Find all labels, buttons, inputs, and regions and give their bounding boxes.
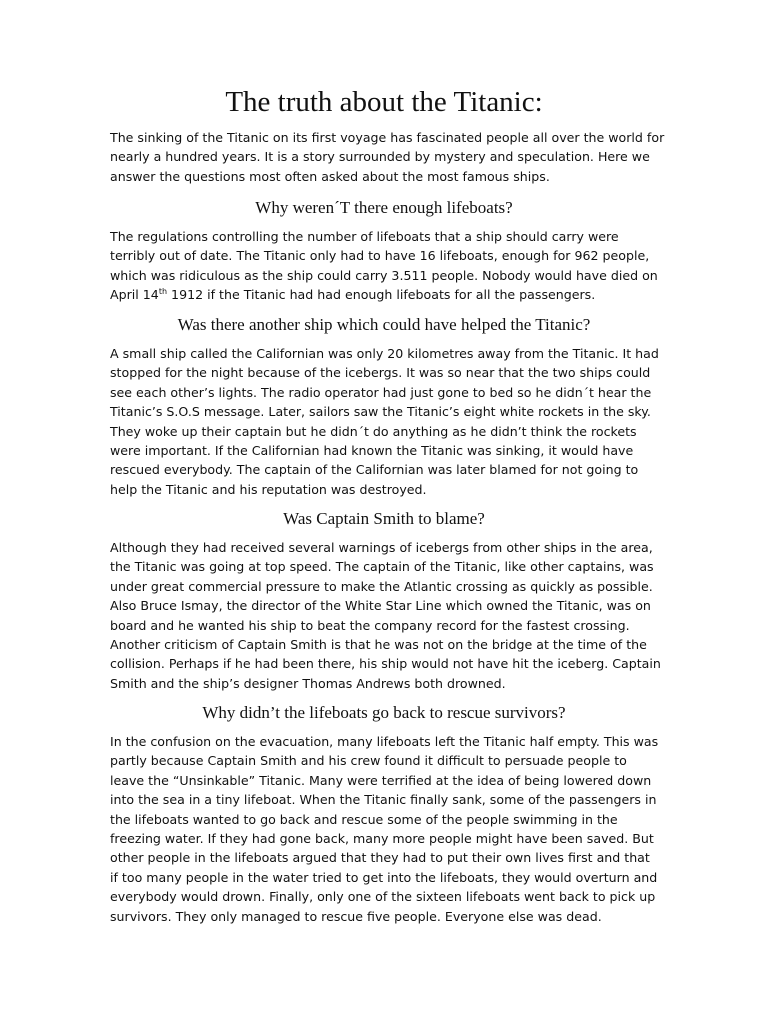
section-paragraph-lifeboats xyxy=(110,227,670,305)
paragraph-line: Another criticism of Captain Smith is that he was not on the bridge at the time of the xyxy=(110,637,647,653)
section-paragraph-californian xyxy=(110,344,670,499)
paragraph-line: The sinking of the Titanic on its first voyage has fascinated people all over the world for xyxy=(110,130,665,145)
paragraph-line: collision. Perhaps if he had been there, his ship would not have hit the iceberg. Captain xyxy=(110,656,661,672)
section-paragraph-rescue xyxy=(110,732,670,926)
paragraph-line: were important. If the Californian had known the Titanic was sinking, it would have xyxy=(110,443,634,459)
section-heading-captain-smith: Was Captain Smith to blame? xyxy=(283,509,485,528)
section-paragraph-captain-smith xyxy=(110,538,670,693)
date-ordinal-suffix: th xyxy=(158,287,168,297)
paragraph-line: nearly a hundred years. It is a story surrounded by mystery and speculation. Here we xyxy=(110,149,650,165)
paragraph-line: partly because Captain Smith and his crew found it difficult to persuade people to xyxy=(110,753,627,769)
paragraph-line: They woke up their captain but he didn´t do anything as he didn’t think the rockets xyxy=(110,423,637,439)
paragraph-line: board and he wanted his ship to beat the company record for the fastest crossing. xyxy=(110,617,630,633)
paragraph-line: A small ship called the Californian was only 20 kilometres away from the Titanic. It had xyxy=(110,346,659,361)
paragraph-line: Also Bruce Ismay, the director of the White Star Line which owned the Titanic, was on xyxy=(110,598,651,614)
paragraph-line: which was ridiculous as the ship could carry 3.511 people. Nobody would have died on xyxy=(110,267,658,283)
paragraph-line: the Titanic was going at top speed. The captain of the Titanic, like other captains, was xyxy=(110,559,654,575)
section-heading-rescue: Why didn’t the lifeboats go back to rescue survivors? xyxy=(202,703,566,722)
paragraph-line: answer the questions most often asked about the most famous ships. xyxy=(110,168,550,184)
paragraph-line: terribly out of date. The Titanic only had to have 16 lifeboats, enough for 962 people, xyxy=(110,248,650,264)
paragraph-line: rescued everybody. The captain of the Californian was later blamed for not going to xyxy=(110,462,639,478)
paragraph-line-date xyxy=(110,285,670,304)
paragraph-line: under great commercial pressure to make the Atlantic crossing as quickly as possible. xyxy=(110,578,653,594)
date-continuation-text: 1912 if the Titanic had had enough lifeboats for all the passengers. xyxy=(167,287,596,303)
paragraph-line: into the sea in a tiny lifeboat. When the Titanic finally sank, some of the passengers in xyxy=(110,792,657,808)
paragraph-line: Titanic’s S.O.S message. Later, sailors saw the Titanic’s eight white rockets in the sky. xyxy=(110,404,651,420)
section-heading-californian: Was there another ship which could have helped the Titanic? xyxy=(177,315,591,334)
paragraph-line: the lifeboats wanted to go back and rescue some of the people swimming in the xyxy=(110,811,618,827)
paragraph-line: freezing water. If they had gone back, many more people might have been saved. But xyxy=(110,831,654,847)
paragraph-line: leave the “Unsinkable” Titanic. Many were terrified at the idea of being lowered down xyxy=(110,772,652,788)
paragraph-line: The regulations controlling the number of lifeboats that a ship should carry were xyxy=(110,229,619,244)
paragraph-line: everybody would drown. Finally, only one of the sixteen lifeboats went back to pick up xyxy=(110,889,656,905)
paragraph-line: In the confusion on the evacuation, many lifeboats left the Titanic half empty. This was xyxy=(110,734,659,749)
paragraph-line: stopped for the night because of the icebergs. It was so near that the two ships could xyxy=(110,365,651,381)
paragraph-line: other people in the lifeboats argued that they had to put their own lives first and that xyxy=(110,850,650,866)
paragraph-line: see each other’s lights. The radio operator had just gone to bed so he didn´t hear the xyxy=(110,384,652,400)
section-heading-lifeboats: Why weren´T there enough lifeboats? xyxy=(255,198,513,217)
date-text: April 14 xyxy=(110,287,159,303)
paragraph-line: survivors. They only managed to rescue five people. Everyone else was dead. xyxy=(110,908,602,924)
paragraph-line: if too many people in the water tried to get into the lifeboats, they would overturn and xyxy=(110,869,658,885)
paragraph-line: help the Titanic and his reputation was destroyed. xyxy=(110,481,427,497)
paragraph-line: Although they had received several warnings of icebergs from other ships in the area, xyxy=(110,540,653,555)
intro-paragraph xyxy=(110,128,670,186)
paragraph-line: Smith and the ship’s designer Thomas Andrews both drowned. xyxy=(110,675,506,691)
page-title: The truth about the Titanic: xyxy=(225,86,543,118)
